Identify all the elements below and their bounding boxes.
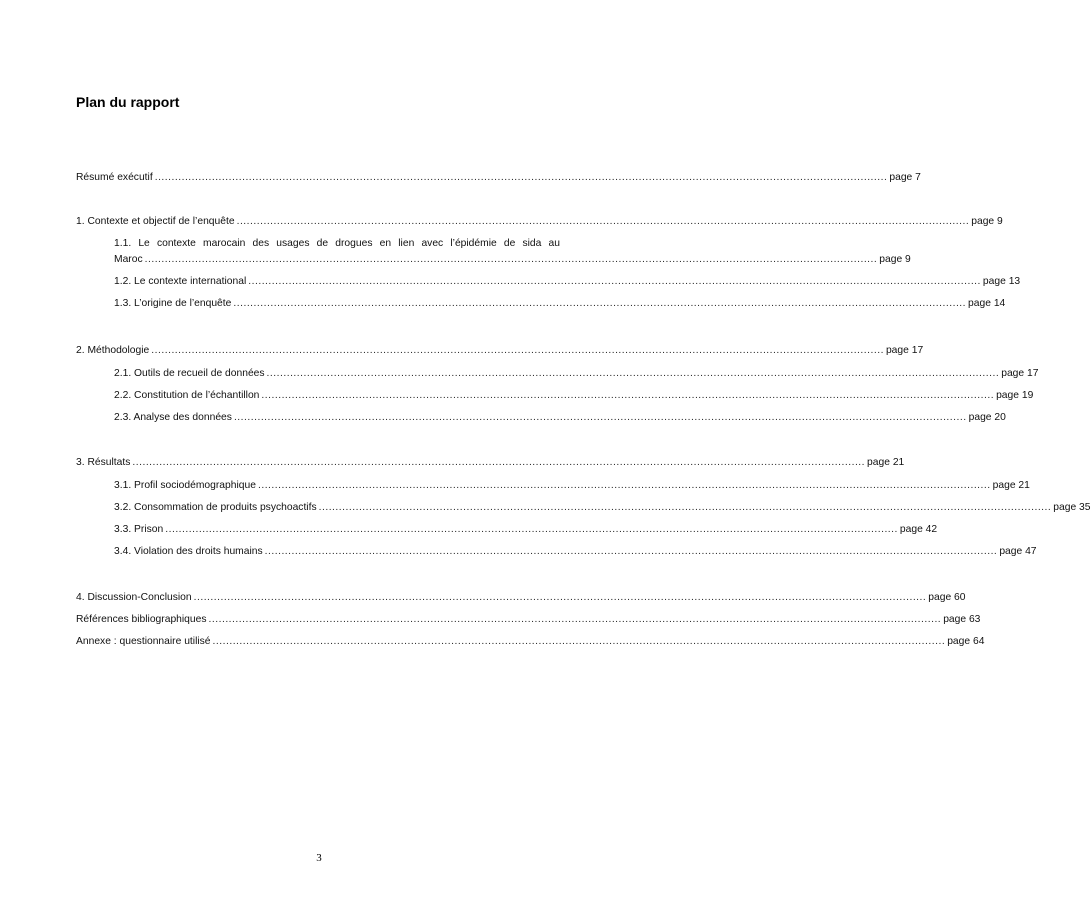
dot-leader: ..........................................................................................................................................................................................................................: [208, 614, 942, 625]
toc-entry-page: page 13: [982, 276, 1021, 287]
toc-entry-label: 2.2. Constitution de l’échantillon: [114, 390, 260, 401]
toc-entry-1-2[interactable]: [114, 276, 1021, 287]
toc-entry-page: page 64: [947, 636, 985, 647]
dot-leader: ..........................................................................................................................................................................................................................: [248, 276, 981, 287]
toc-entry-2-2[interactable]: [114, 390, 1034, 401]
toc-entry-section-1[interactable]: [76, 216, 1003, 227]
dot-leader: ..........................................................................................................................................................................................................................: [236, 216, 970, 227]
toc-entry-label: 3.4. Violation des droits humains: [114, 546, 263, 557]
toc-entry-label: Références bibliographiques: [76, 614, 207, 625]
toc-entry-page: page 47: [999, 546, 1037, 557]
toc-entry-label: 1.3. L’origine de l’enquête: [114, 298, 232, 309]
toc-entry-label: 2.3. Analyse des données: [114, 412, 232, 423]
toc-entry-annexe[interactable]: [76, 636, 985, 647]
toc-entry-page: page 20: [968, 412, 1006, 423]
page-number: 3: [316, 852, 322, 864]
toc-entry-3-3[interactable]: [114, 524, 938, 535]
dot-leader: ..........................................................................................................................................................................................................................: [257, 480, 991, 491]
dot-leader: ..........................................................................................................................................................................................................................: [212, 636, 946, 647]
toc-entry-label: 2. Méthodologie: [76, 345, 150, 356]
toc-entry-page: page 19: [996, 390, 1034, 401]
toc-entry-section-4[interactable]: [76, 592, 966, 603]
toc-entry-page: page 21: [867, 457, 905, 468]
toc-entry-label: 1. Contexte et objectif de l’enquête: [76, 216, 235, 227]
dot-leader: ..........................................................................................................................................................................................................................: [264, 546, 998, 557]
dot-leader: ..........................................................................................................................................................................................................................: [318, 502, 1052, 513]
toc-entry-label: 3.2. Consommation de produits psychoactifs: [114, 502, 317, 513]
toc-entry-3-4[interactable]: [114, 546, 1037, 557]
toc-entry-label: 3.3. Prison: [114, 524, 164, 535]
toc-entry-1-1[interactable]: [114, 254, 911, 265]
toc-entry-page: page 14: [968, 298, 1006, 309]
toc-entry-page: page 42: [899, 524, 938, 535]
toc-entry-page: page 63: [943, 614, 981, 625]
toc-entry-1-1-first-line[interactable]: 1.1. Le contexte marocain des usages de drogues en lien avec l’épidémie de sida au: [114, 238, 560, 249]
dot-leader: ..........................................................................................................................................................................................................................: [233, 298, 967, 309]
dot-leader: ..........................................................................................................................................................................................................................: [233, 412, 967, 423]
dot-leader: ..........................................................................................................................................................................................................................: [266, 368, 1000, 379]
toc-entry-label: 3. Résultats: [76, 457, 131, 468]
page-title: Plan du rapport: [76, 94, 180, 110]
dot-leader: ..........................................................................................................................................................................................................................: [193, 592, 927, 603]
toc-entry-references[interactable]: [76, 614, 981, 625]
dot-leader: ..........................................................................................................................................................................................................................: [261, 390, 995, 401]
toc-entry-label: Résumé exécutif: [76, 172, 153, 183]
toc-entry-label: Maroc: [114, 254, 143, 265]
toc-entry-2-3[interactable]: [114, 412, 1006, 423]
toc-entry-page: page 35: [1053, 502, 1091, 513]
toc-entry-label: 4. Discussion-Conclusion: [76, 592, 192, 603]
toc-entry-page: page 60: [928, 592, 966, 603]
dot-leader: ..........................................................................................................................................................................................................................: [154, 172, 888, 183]
toc-entry-2-1[interactable]: [114, 368, 1039, 379]
toc-entry-section-3[interactable]: [76, 457, 905, 468]
toc-entry-label: Annexe : questionnaire utilisé: [76, 636, 211, 647]
dot-leader: ..........................................................................................................................................................................................................................: [151, 345, 884, 356]
dot-leader: ..........................................................................................................................................................................................................................: [165, 524, 898, 535]
toc-entry-label: 1.2. Le contexte international: [114, 276, 247, 287]
toc-entry-1-3[interactable]: [114, 298, 1006, 309]
toc-entry-3-2[interactable]: [114, 502, 1091, 513]
toc-entry-section-2[interactable]: [76, 345, 924, 356]
toc-entry-page: page 21: [992, 480, 1030, 491]
toc-entry-resume[interactable]: [76, 172, 921, 183]
toc-entry-3-1[interactable]: [114, 480, 1030, 491]
toc-entry-page: page 9: [971, 216, 1003, 227]
toc-entry-label: 2.1. Outils de recueil de données: [114, 368, 265, 379]
toc-entry-page: page 17: [885, 345, 924, 356]
toc-entry-page: page 7: [889, 172, 921, 183]
toc-entry-page: page 9: [879, 254, 911, 265]
dot-leader: ..........................................................................................................................................................................................................................: [144, 254, 878, 265]
toc-entry-page: page 17: [1001, 368, 1039, 379]
dot-leader: ..........................................................................................................................................................................................................................: [132, 457, 866, 468]
toc-entry-label: 3.1. Profil sociodémographique: [114, 480, 256, 491]
